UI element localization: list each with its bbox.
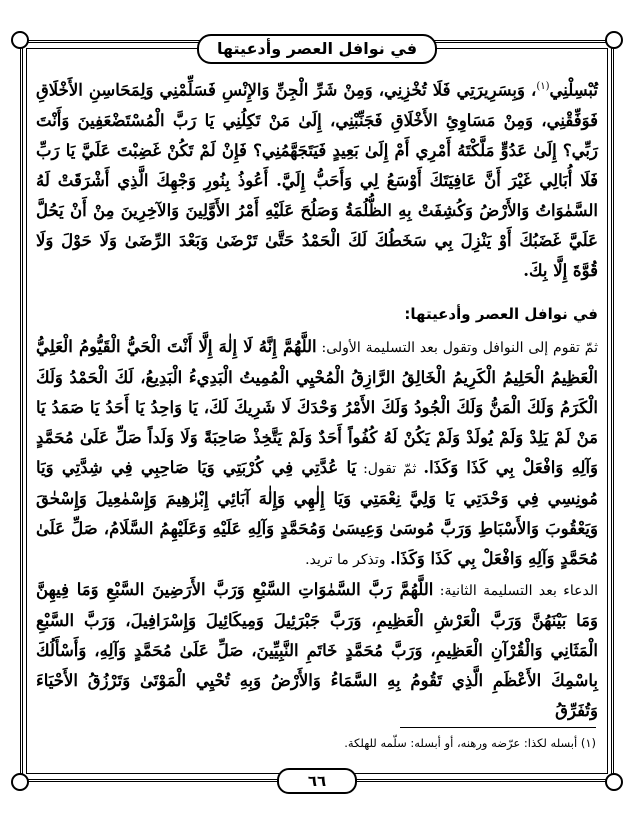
corner-ornament-icon — [605, 773, 623, 791]
dua-text: اللَّهُمَّ إِنَّهُ لَا إِلٰهَ إِلَّا أَنْتَ الْحَيُّ الْقَيُّومُ الْعَلِيُّ الْعَظِيمُ الْحَلِيمُ الْكَرِيمُ الْخَالِقُ الرَّازِقُ الْمُحْيِي الْمُمِيتُ الْبَدِيءُ الْبَدِيعُ، لَكَ الْحَمْدُ وَلَكَ الْكَرَمُ وَلَكَ الْمَنُّ وَلَكَ الْجُودُ وَلَكَ الأَمْرُ وَحْدَكَ لَا شَرِيكَ لَكَ، يَا وَاحِدُ يَا أَحَدُ يَا صَمَدُ يَا مَنْ لَمْ يَلِدْ وَلَمْ يُولَدْ وَلَمْ يَكُنْ لَهُ كُفُواً أَحَدٌ وَلَمْ يَتَّخِذْ صَاحِبَةً وَلَا وَلَداً صَلِّ عَلَىٰ مُحَمَّدٍ وَآلِهِ وَافْعَلْ بِي كَذَا وَكَذَا. — [36, 336, 598, 477]
corner-ornament-icon — [11, 773, 29, 791]
instruction-text: وتذكر ما تريد. — [305, 551, 390, 568]
dua-text: يَا عُدَّتِي فِي كُرْبَتِي وَيَا صَاحِبِي فِي شِدَّتِي وَيَا مُونِسِي فِي وَحْدَتِي يَا وَلِيَّ نِعْمَتِي وَيَا إِلٰهِي وَإِلٰهَ آبَائِي إِبْرٰهِيمَ وَإِسْمٰعِيلَ وَإِسْحٰقَ وَيَعْقُوبَ وَالأَسْبَاطِ وَرَبَّ مُوسَىٰ وَعِيسَىٰ وَمُحَمَّدٍ وَآلِهِ عَلَيْهِ وَعَلَيْهِمُ السَّلَامُ، صَلِّ عَلَىٰ مُحَمَّدٍ وَآلِهِ وَافْعَلْ بِي كَذَا وَكَذَا. — [36, 457, 598, 568]
running-header: في نوافل العصر وأدعيتها — [197, 34, 437, 64]
footnote-marker: (١) — [536, 81, 550, 92]
instruction-text: ثمّ تقوم إلى النوافل وتقول بعد التسليمة الأولى: — [316, 339, 598, 356]
footnote-marker: (١) — [580, 736, 596, 750]
main-text — [36, 72, 598, 726]
page-number: ٦٦ — [277, 768, 357, 794]
corner-ornament-icon — [605, 31, 623, 49]
section-paragraph-1 — [36, 332, 598, 575]
dua-text: اللَّهُمَّ رَبَّ السَّمٰوَاتِ السَّبْعِ وَرَبَّ الأَرَضِينَ السَّبْعِ وَمَا فِيهِنَّ وَمَا بَيْنَهُنَّ وَرَبَّ الْعَرْشِ الْعَظِيمِ، وَرَبَّ جَبْرَئِيلَ وَمِيكَائِيلَ وَإِسْرَافِيلَ، وَرَبَّ السَّبْعِ الْمَثَانِي وَالْقُرْآنِ الْعَظِيمِ، وَرَبَّ مُحَمَّدٍ خَاتَمِ النَّبِيِّينَ، صَلِّ عَلَىٰ مُحَمَّدٍ وَآلِهِ، وَأَسْأَلُكَ بِاسْمِكَ الأَعْظَمِ الَّذِي تَقُومُ بِهِ السَّمَاءُ وَالأَرْضُ وَبِهِ تُحْيِي الْمَوْتَىٰ وَتَرْزُقُ الأَحْيَاءَ وَتُفَرِّقُ — [36, 579, 598, 720]
instruction-text: الدعاء بعد التسليمة الثانية: — [433, 582, 598, 599]
corner-ornament-icon — [11, 31, 29, 49]
instruction-text: ثمّ تقول: — [356, 460, 424, 477]
footnote-divider — [400, 727, 596, 728]
footnote — [36, 734, 596, 752]
intro-lead: تُبْسِلْنِي — [549, 80, 598, 100]
section-paragraph-2 — [36, 575, 598, 726]
intro-body: ، وَبِسَرِيرَتِي فَلَا تُخْزِنِي، وَمِنْ شَرِّ الْجِنِّ وَالإِنْسِ فَسَلِّمْنِي وَلِمَحَاسِنِ الأَخْلَاقِ فَوَفِّقْنِي، وَمِنْ مَسَاوِئِ الأَخْلَاقِ فَجَنِّبْنِي، إِلَىٰ مَنْ تَكِلُنِي يَا رَبَّ الْمُسْتَضْعَفِينَ وَأَنْتَ رَبِّي؟ إِلَىٰ عَدُوٍّ مَلَّكْتَهُ أَمْرِي أَمْ إِلَىٰ بَعِيدٍ فَيَتَجَهَّمُنِي؟ فَإِنْ لَمْ تَكُنْ غَضِبْتَ عَلَيَّ يَا رَبِّ فَلَا أُبَالِي غَيْرَ أَنَّ عَافِيَتَكَ أَوْسَعُ لِي وَأَحَبُّ إِلَيَّ. أَعُوذُ بِنُورِ وَجْهِكَ الَّذِي أَشْرَقَتْ لَهُ السَّمٰوَاتُ وَالأَرْضُ وَكُشِفَتْ بِهِ الظُّلُمَةُ وَصَلُحَ عَلَيْهِ أَمْرُ الأَوَّلِينَ وَالآخِرِينَ مِنْ أَنْ يَحُلَّ عَلَيَّ غَضَبُكَ أَوْ يَنْزِلَ بِي سَخَطُكَ لَكَ الْحَمْدُ حَتَّىٰ تَرْضَىٰ وَبَعْدَ الرِّضَىٰ وَلَا حَوْلَ وَلَا قُوَّةَ إِلَّا بِكَ. — [36, 80, 598, 280]
intro-paragraph — [36, 72, 598, 286]
section-heading: في نوافل العصر وأدعيتها: — [404, 304, 598, 323]
footnote-text: أبسله لكذا: عرّضه ورهنه، أو أبسله: سلّمه للهلكة. — [344, 736, 578, 750]
